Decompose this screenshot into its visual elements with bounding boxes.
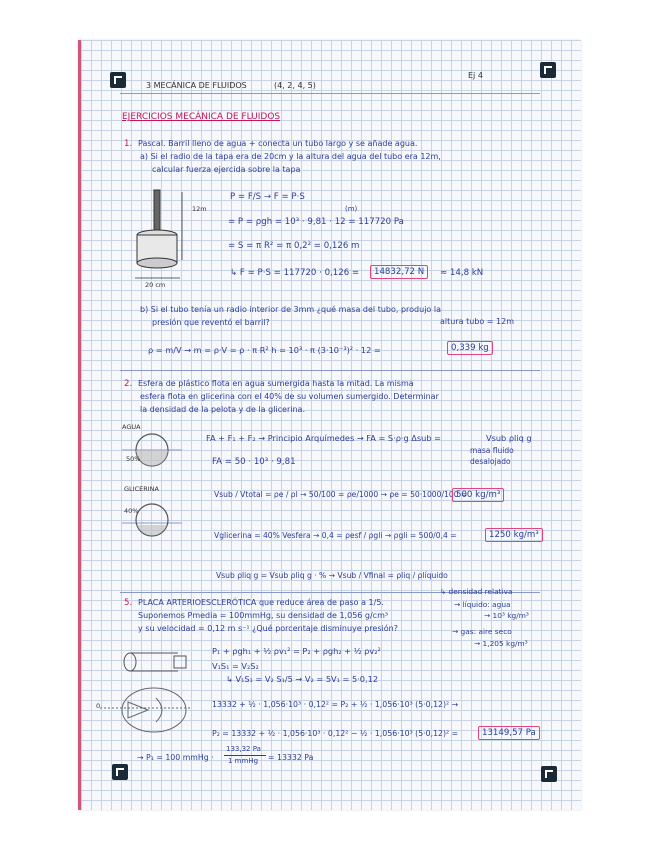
problem5-line2: Suponemos Pmedia = 100mmHg, su densidad de 1,056 g/cm³ [138, 611, 389, 620]
sketch-base-label: 20 cm [145, 281, 166, 289]
p5-answer: 13149,57 Pa [478, 726, 540, 740]
problem1-line1: Pascal. Barril lleno de agua + conecta un tubo largo y se añade agua. [138, 139, 418, 148]
p1-eq4-tail: ≈ 14,8 kN [440, 268, 484, 278]
p2-note1: masa fluido [470, 446, 514, 455]
p1-eq2-unit: (m) [345, 205, 358, 213]
p2-note2: desalojado [470, 457, 511, 466]
p2-eq1-tail: Vsub ρliq g [486, 433, 532, 443]
p5-eq6: → P₁ = 100 mmHg · [137, 753, 214, 762]
p1b-eq: ρ = m/V → m = ρ·V = ρ · π R² h = 10³ · π (3·10⁻³)² · 12 = [148, 345, 381, 355]
problem5-line1: PLACA ARTERIOESCLERÓTICA que reduce área de paso a 1/5. [138, 598, 384, 607]
problem1-line2: a) Si el radio de la tapa era de 20cm y la altura del agua del tubo era 12m, [140, 152, 441, 161]
section-rule [120, 370, 540, 371]
label-water: AGUA [122, 423, 141, 431]
p5-note5: → 1,205 kg/m³ [474, 639, 528, 648]
p5-eq4: 13332 + ½ · 1,056·10³ · 0,12² = P₂ + ½ · 1,056·10³ (5·0,12)² → [212, 700, 459, 709]
p1b-line1: b) Si el tubo tenía un radio interior de 3mm ¿qué masa del tubo, produjo la [140, 305, 441, 314]
p1-eq3: = S = π R² = π 0,2² = 0,126 m [228, 241, 360, 251]
problem5-line3: y su velocidad = 0,12 m s⁻¹ ¿Qué porcentaje disminuye presión? [138, 624, 398, 633]
problem1-number: 1. [124, 139, 133, 149]
p5-eq6-tail: = 13332 Pa [268, 753, 314, 762]
corner-mark-icon [541, 766, 557, 782]
label-50: 50% [126, 455, 141, 463]
p5-note4: → gas: aire seco [452, 627, 512, 636]
p2-eq4: Vglicerina = 40% Vesfera → 0,4 = ρesf / ρgli → ρgli = 500/0,4 = [214, 531, 457, 540]
fraction-bar [224, 755, 266, 756]
corner-mark-icon [540, 62, 556, 78]
p2-eq2: FA = 50 · 10³ · 9,81 [212, 457, 296, 467]
p5-eq2: V₁S₁ = V₂S₂ [212, 661, 259, 671]
header-chapter: 3 MECÁNICA DE FLUIDOS [146, 81, 247, 90]
p1-eq4: ↳ F = P·S = 117720 · 0,126 = [230, 268, 360, 278]
p5-note3: → 10³ kg/m³ [484, 611, 529, 620]
p2-eq5: Vsub ρliq g = Vsub ρliq g · % → Vsub / Vfinal = ρliq / ρlíquido [216, 571, 448, 580]
label-glycerin: GLICERINA [124, 485, 159, 493]
problem5-number: 5. [124, 598, 133, 608]
header-refs: (4, 2, 4, 5) [274, 81, 316, 90]
barrel-sketch [130, 190, 190, 290]
p5-note2: → líquido: agua [454, 600, 511, 609]
section-title: EJERCICIOS MECÁNICA DE FLUIDOS [122, 112, 281, 122]
p1b-line2: presión que reventó el barril? [152, 318, 270, 327]
p5-eq5: P₂ = 13332 + ½ · 1,056·10³ · 0,12² − ½ · 1,056·10³ (5·0,12)² = [212, 729, 459, 738]
axis-zero-label: 0 [96, 702, 101, 710]
corner-mark-icon [110, 72, 126, 88]
corner-mark-icon [112, 764, 128, 780]
sketch-height-label: 12m [192, 205, 207, 213]
p2-eq3: Vsub / Vtotal = ρe / ρl → 50/100 = ρe/1000 → ρe = 50·1000/100 = [214, 490, 468, 499]
p5-note1: ↳ densidad relativa [440, 587, 513, 596]
p1b-note: altura tubo = 12m [440, 317, 515, 326]
p1-eq1: P = F/S → F = P·S [230, 192, 305, 202]
p5-eq1: P₁ + ρgh₁ + ½ ρv₁² = P₂ + ρgh₂ + ½ ρv₂² [212, 646, 381, 656]
artery-sketch [118, 650, 198, 760]
header-rule [120, 93, 540, 94]
problem1-line3: calcular fuerza ejercida sobre la tapa [152, 165, 301, 174]
p1-answer-a: 14832,72 N [370, 265, 428, 279]
problem2-number: 2. [124, 379, 133, 389]
p2-eq1: FA + F₁ + F₂ → Principio Arquímedes → FA = S·ρ·g Δsub = [206, 433, 442, 443]
problem2-line2: esfera flota en glicerina con el 40% de su volumen sumergido. Determinar [140, 392, 439, 401]
p1-answer-b: 0,339 kg [447, 341, 493, 355]
p2-answer-ball: 500 kg/m³ [452, 488, 504, 502]
p1-eq2: = P = ρgh = 10³ · 9,81 · 12 = 117720 Pa [228, 217, 404, 227]
p5-eq6-frac-top: 133,32 Pa [226, 745, 261, 753]
problem2-line1: Esfera de plástico flota en agua sumergida hasta la mitad. La misma [138, 379, 414, 388]
p2-answer-glycerin: 1250 kg/m³ [485, 528, 543, 542]
label-40: 40% [124, 507, 139, 515]
header-exercise: Ej 4 [468, 71, 483, 80]
problem2-line3: la densidad de la pelota y de la glicerina. [140, 405, 305, 414]
p5-eq6-frac-bottom: 1 mmHg [228, 757, 259, 765]
p5-eq3: ↳ V₁S₁ = V₂ S₁/5 → V₂ = 5V₁ = 5·0,12 [226, 674, 379, 684]
